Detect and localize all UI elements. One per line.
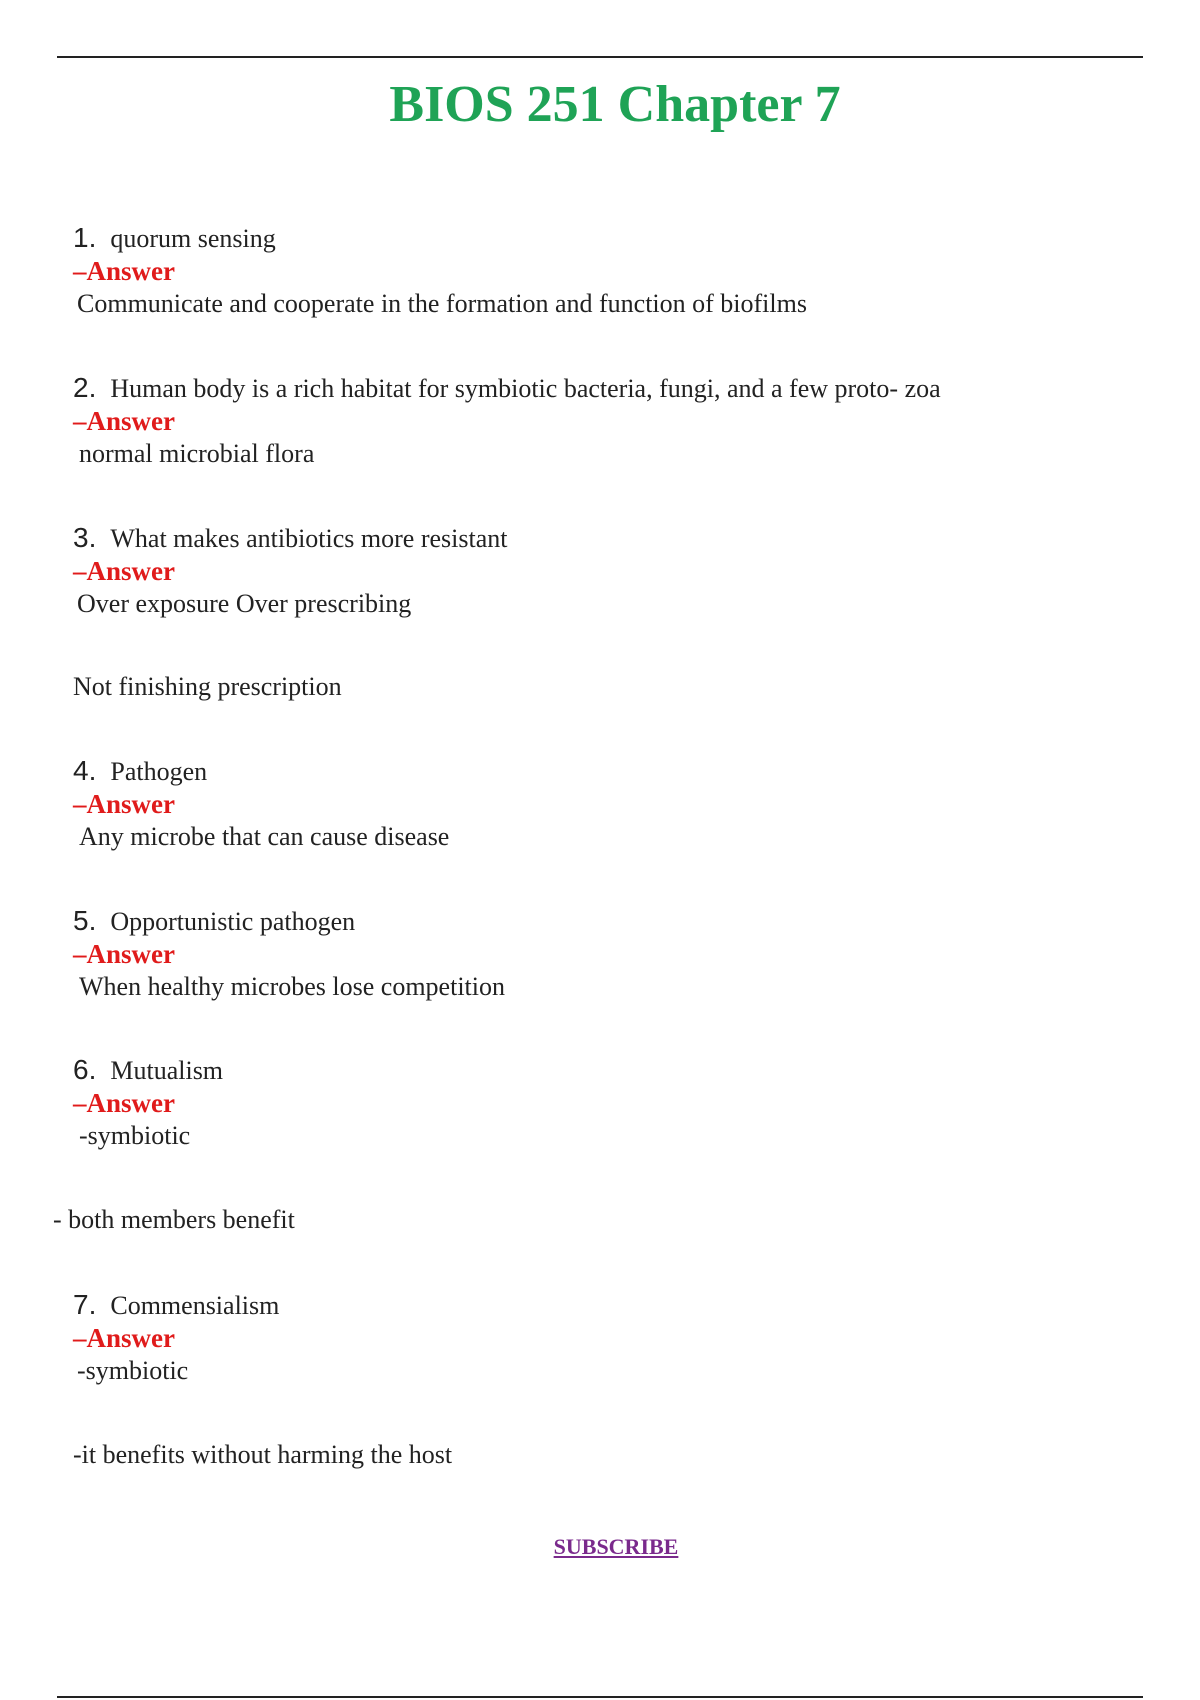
question-1 <box>73 222 276 255</box>
answer-label: –Answer <box>73 1323 175 1353</box>
answer-text: -symbiotic <box>79 1121 191 1150</box>
question-text: Pathogen <box>110 757 208 786</box>
answer-label: –Answer <box>73 256 175 286</box>
question-text: Human body is a rich habitat for symbiotic bacteria, fungi, and a few proto- zoa <box>110 374 941 403</box>
question-number: 7. <box>73 1289 97 1320</box>
question-5 <box>73 905 355 938</box>
question-number: 2. <box>73 372 97 403</box>
question-text: Mutualism <box>110 1056 224 1085</box>
answer-label: –Answer <box>73 556 175 586</box>
question-number: 4. <box>73 755 97 786</box>
question-number: 5. <box>73 905 97 936</box>
answer-text: Communicate and cooperate in the formation and function of biofilms <box>77 289 807 318</box>
answer-text: When healthy microbes lose competition <box>79 972 505 1001</box>
top-rule <box>57 56 1143 58</box>
question-7 <box>73 1289 279 1322</box>
answer-text: normal microbial flora <box>79 439 315 468</box>
question-3 <box>73 522 507 555</box>
question-4 <box>73 755 207 788</box>
answer-label: –Answer <box>73 406 175 436</box>
subscribe-link[interactable]: SUBSCRIBE <box>553 1534 679 1559</box>
answer-label: –Answer <box>73 1088 175 1118</box>
subscribe-container <box>0 1532 1200 1562</box>
answer-text: - both members benefit <box>53 1205 295 1234</box>
question-text: What makes antibiotics more resistant <box>110 524 508 553</box>
answer-text: -it benefits without harming the host <box>73 1440 453 1469</box>
question-number: 3. <box>73 522 97 553</box>
answer-text: Not finishing prescription <box>73 672 342 701</box>
question-text: Opportunistic pathogen <box>110 907 356 936</box>
question-text: quorum sensing <box>110 224 276 253</box>
answer-text: Any microbe that can cause disease <box>79 822 450 851</box>
page-title: BIOS 251 Chapter 7 <box>389 76 841 133</box>
answer-label: –Answer <box>73 939 175 969</box>
question-6 <box>73 1054 223 1087</box>
answer-text: Over exposure Over prescribing <box>77 589 412 618</box>
question-number: 6. <box>73 1054 97 1085</box>
answer-label: –Answer <box>73 789 175 819</box>
question-number: 1. <box>73 222 97 253</box>
question-text: Commensialism <box>110 1291 280 1320</box>
bottom-rule <box>57 1696 1143 1698</box>
answer-text: -symbiotic <box>77 1356 189 1385</box>
question-2 <box>73 372 941 405</box>
